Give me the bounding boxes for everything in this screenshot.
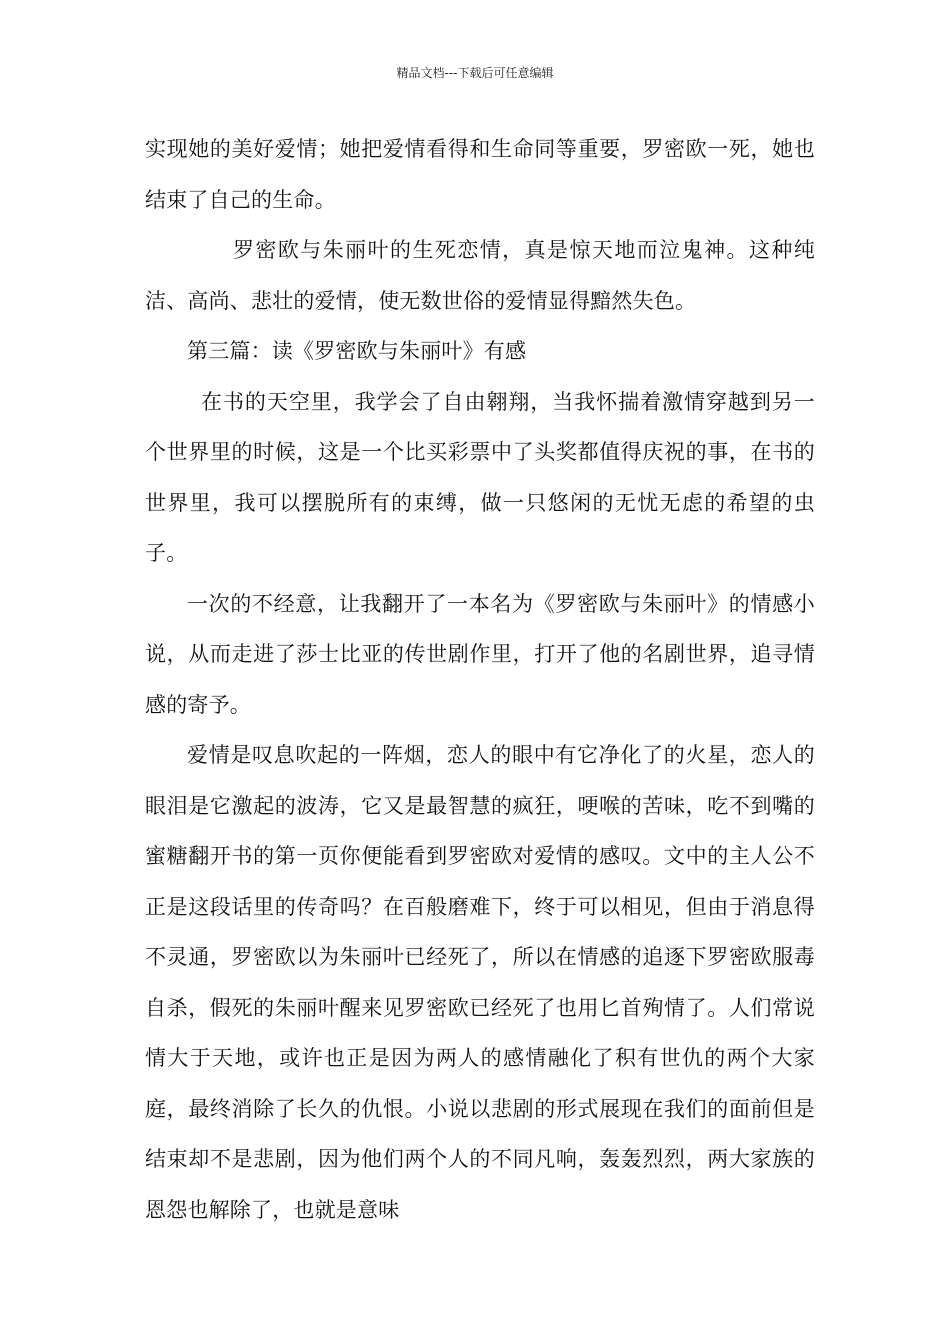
section-heading: 第三篇：读《罗密欧与朱丽叶》有感 [187,339,527,363]
document-body [145,124,815,1235]
paragraph-summary: 罗密欧与朱丽叶的生死恋情，真是惊天地而泣鬼神。这种纯洁、高尚、悲壮的爱情，使无数世俗的爱情显得黯然失色。 [145,238,815,313]
paragraph-intro: 在书的天空里，我学会了自由翱翔，当我怀揣着激情穿越到另一个世界里的时候，这是一个比买彩票中了头奖都值得庆祝的事，在书的世界里，我可以摆脱所有的束缚，做一只悠闲的无忧无虑的希望的虫子。 [145,389,815,565]
paragraph-discovery: 一次的不经意，让我翻开了一本名为《罗密欧与朱丽叶》的情感小说，从而走进了莎士比亚的传世剧作里，打开了他的名剧世界，追寻情感的寄予。 [145,591,815,717]
paragraph-reflection: 爱情是叹息吹起的一阵烟，恋人的眼中有它净化了的火星，恋人的眼泪是它激起的波涛，它又是最智慧的疯狂，哽喉的苦味，吃不到嘴的蜜糖翻开书的第一页你便能看到罗密欧对爱情的感叹。文中的主人公不正是这段话里的传奇吗？在百般磨难下，终于可以相见，但由于消息得不灵通，罗密欧以为朱丽叶已经死了，所以在情感的追逐下罗密欧服毒自杀，假死的朱丽叶醒来见罗密欧已经死了也用匕首殉情了。人们常说情大于天地，或许也正是因为两人的感情融化了积有世仇的两个大家庭，最终消除了长久的仇恨。小说以悲剧的形式展现在我们的面前但是结束却不是悲剧，因为他们两个人的不同凡响，轰轰烈烈，两大家族的恩怨也解除了，也就是意味 [145,743,815,1222]
page-header: 精品文档---下载后可任意编辑 [396,66,554,80]
paragraph-continuation: 实现她的美好爱情；她把爱情看得和生命同等重要，罗密欧一死，她也结束了自己的生命。 [145,137,815,212]
